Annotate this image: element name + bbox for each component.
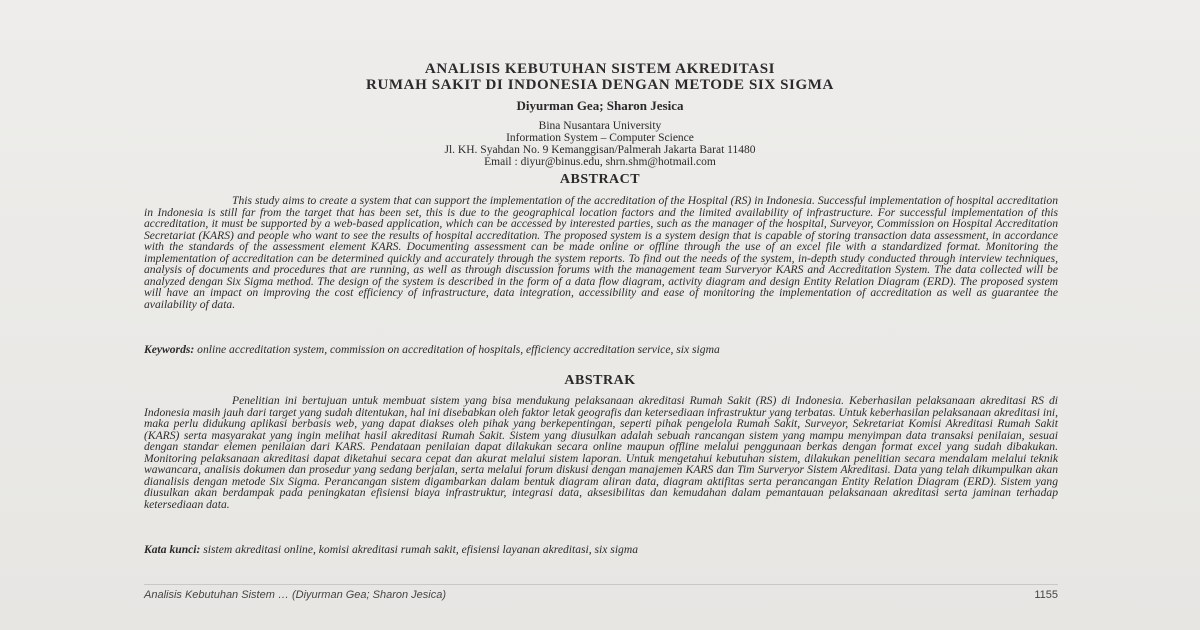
affiliation-university: Bina Nusantara University [538,120,662,132]
paper-title-line2: RUMAH SAKIT DI INDONESIA DENGAN METODE SIX SIGMA [366,77,834,93]
kata-kunci-line [144,544,1058,556]
paper-title-line1: ANALISIS KEBUTUHAN SISTEM AKREDITASI [424,61,776,77]
abstract-body: This study aims to create a system that can support the implementation of the accreditation of the Hospital (RS) in Indonesia. Successful implementation of hospital accreditation in Indonesia is still far from the target that has been set, this is due to the geographical location factors and the limited availability of infrastructure. For successful implementation of this accreditation, it must be supported by a web-based application, which can be accessed by interested parties, such as the manager of the hospital, Surveyor, Commission on Hospital Accreditation Secretariat (KARS) and people who want to see the results of hospital accreditation. The proposed system is a system design that is capable of storing transaction data assessment, in accordance with the standards of the assessment element KARS. Documenting assessment can be made online or offline through the use of an excel file with a standardized format. Monitoring the implementation of accreditation can be determined quickly and accurately through the system reports. To find out the needs of the system, in-depth study conducted through interview techniques, analysis of documents and procedures that are running, as well as through discussion forums with the management team Surveryor KARS and Accreditation System. The data collected will be analyzed dengan Six Sigma method. The design of the system is described in the form of a data flow diagram, activity diagram and design Entity Relation Diagram (ERD). The proposed system will have an impact on improving the cost efficiency of infrastructure, data integration, accessibility and ease of monitoring the implementation of accreditation as well as guarantee the availability of data. [144,194,1058,311]
keywords-line [144,344,1058,356]
keywords-label: Keywords: [144,343,195,356]
running-title: Analisis Kebutuhan Sistem … (Diyurman Gea; Sharon Jesica) [144,589,447,601]
abstract-heading: ABSTRACT [559,172,641,187]
footer-divider [144,584,1058,585]
kata-kunci-label: Kata kunci: [144,543,201,556]
keywords-text: online accreditation system, commission on accreditation of hospitals, efficiency accreditation service, six sigma [197,343,720,356]
page-number: 1155 [1034,589,1058,601]
affiliation-email: Email : diyur@binus.edu, shrn.shm@hotmail.com [484,156,716,168]
abstrak-heading: ABSTRAK [564,373,636,388]
abstrak-body: Penelitian ini bertujuan untuk membuat sistem yang bisa mendukung pelaksanaan akreditasi Rumah Sakit (RS) di Indonesia. Keberhasilan pelaksanaan akreditasi RS di Indonesia masih jauh dari target yang sudah ditentukan, hal ini disebabkan oleh faktor letak geografis dan ketersediaan infrastruktur yang terbatas. Untuk keberhasilan pelaksanaan akreditasi ini, maka perlu didukung aplikasi berbasis web, yang dapat diakses oleh pihak yang berkepentingan, seperti pihak pengelola Rumah Sakit, Surveyor, Sekretariat Komisi Akreditasi Rumah Sakit (KARS) serta masyarakat yang ingin melihat hasil akreditasi Rumah Sakit. Sistem yang diusulkan adalah sebuah rancangan sistem yang mampu menyimpan data transaksi penilaian, sesuai dengan standar elemen penilaian dari KARS. Pendataan penilaian dapat dilakukan secara online maupun offline melalui penggunaan berkas dengan format excel yang sudah dibakukan. Monitoring pelaksanaan akreditasi dapat diketahui secara cepat dan akurat melalui sistem laporan. Untuk mengetahui kebutuhan sistem, dilakukan penelitian secara mendalam melalui teknik wawancara, analisis dokumen dan prosedur yang sedang berjalan, serta melalui forum diskusi dengan manajemen KARS dan Tim Surveryor Sistem Akreditasi. Data yang telah dikumpulkan akan dianalisis dengan metode Six Sigma. Perancangan sistem digambarkan dalam bentuk diagram aliran data, diagram aktifitas serta perancangan Entity Relation Diagram (ERD). Sistem yang diusulkan akan berdampak pada peningkatan efisiensi biaya infrastruktur, integrasi data, aksesibilitas dan kemudahan dalam pemantauan pelaksanaan akreditasi serta jaminan terhadap ketersediaan data. [144,394,1058,511]
affiliation-department: Information System – Computer Science [506,132,694,144]
authors: Diyurman Gea; Sharon Jesica [516,98,684,113]
page-footer [144,589,1058,601]
affiliation-address: Jl. KH. Syahdan No. 9 Kemanggisan/Palmerah Jakarta Barat 11480 [444,144,756,156]
kata-kunci-text: sistem akreditasi online, komisi akreditasi rumah sakit, efisiensi layanan akreditasi, six sigma [203,543,639,556]
